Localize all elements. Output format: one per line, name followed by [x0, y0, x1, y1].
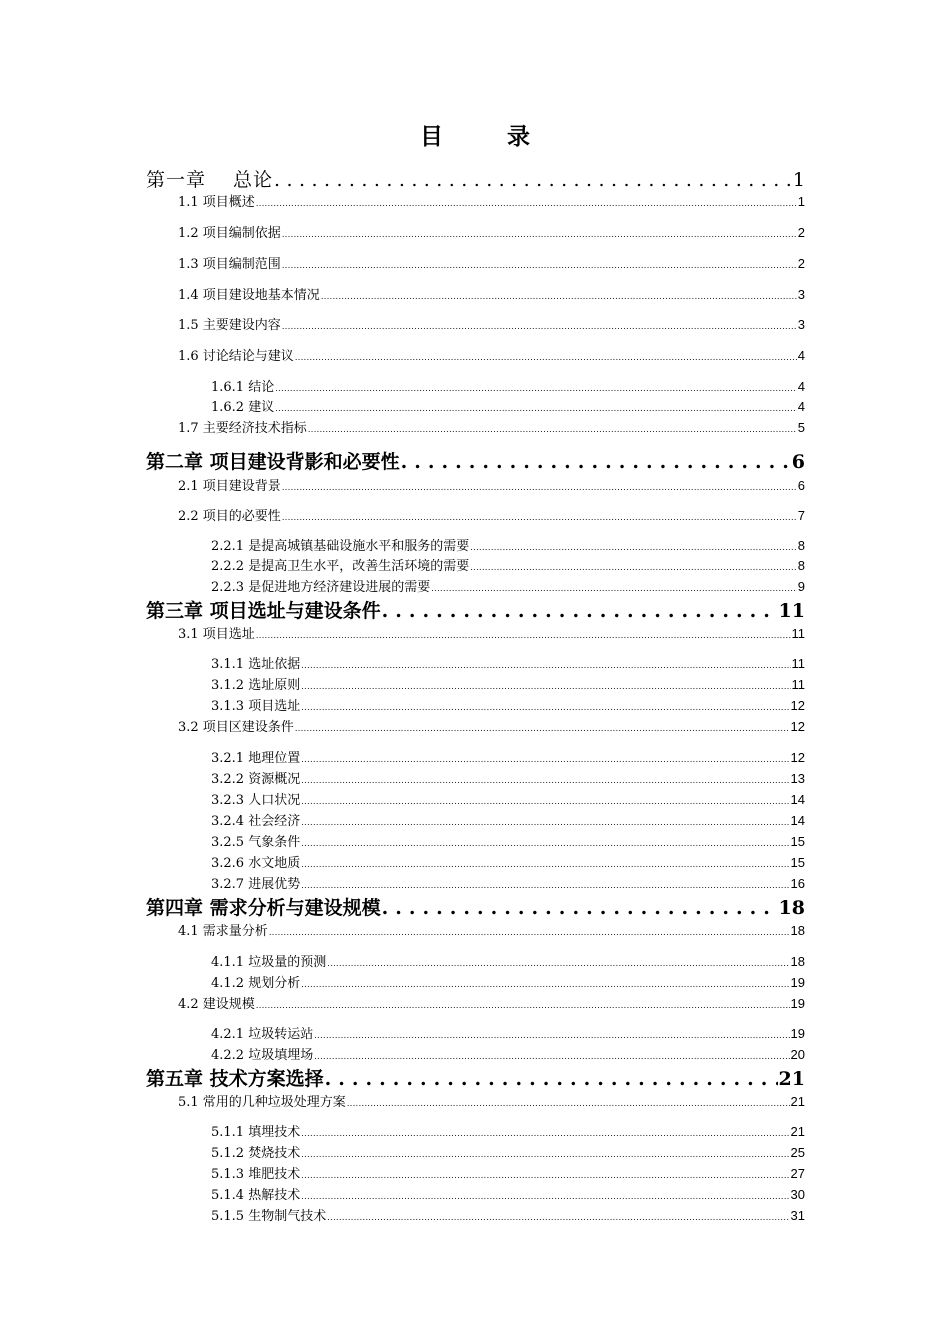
toc-section-entry[interactable] — [178, 1093, 805, 1113]
toc-entry-title: 3.2.4 社会经济 — [211, 814, 301, 829]
toc-entry-title: 3.1.3 项目选址 — [211, 699, 301, 714]
toc-page-number: 8 — [797, 558, 805, 573]
dot-leader — [301, 975, 789, 994]
dot-leader — [401, 450, 791, 474]
toc-page-number: 12 — [790, 698, 805, 713]
dot-leader — [282, 317, 797, 336]
toc-entry-title: 第一章 总论 — [146, 169, 274, 191]
toc-page-number: 9 — [797, 579, 805, 594]
toc-page-number: 3 — [797, 287, 805, 302]
dot-leader — [301, 1145, 789, 1164]
toc-page-number: 5 — [797, 420, 805, 435]
toc-section-entry[interactable] — [178, 286, 805, 306]
toc-page-number: 25 — [790, 1145, 805, 1160]
toc-page-number: 30 — [790, 1187, 805, 1202]
dot-leader — [470, 538, 797, 557]
toc-entry-title: 5.1 常用的几种垃圾处理方案 — [178, 1095, 346, 1110]
dot-leader — [301, 750, 789, 769]
toc-entry-title: 第二章 项目建设背影和必要性 — [146, 451, 400, 473]
toc-entry-title: 1.2 项目编制依据 — [178, 226, 281, 241]
toc-page-number: 18 — [778, 897, 805, 919]
dot-leader — [314, 1047, 789, 1066]
dot-leader — [295, 348, 797, 367]
toc-page-number: 12 — [790, 719, 805, 734]
dot-leader — [301, 1166, 789, 1185]
toc-section-entry[interactable] — [178, 255, 805, 275]
toc-page-number: 27 — [790, 1166, 805, 1181]
dot-leader — [295, 719, 790, 738]
toc-page-number: 11 — [791, 677, 805, 692]
toc-page-number: 4 — [797, 348, 805, 363]
toc-section-entry[interactable] — [211, 770, 805, 790]
toc-section-entry[interactable] — [211, 378, 805, 398]
toc-entry-title: 2.2.1 是提高城镇基础设施水平和服务的需要 — [211, 539, 470, 554]
dot-leader — [282, 225, 797, 244]
toc-page-number: 11 — [791, 626, 805, 641]
toc-page-number: 11 — [778, 600, 805, 622]
toc-page-number: 1 — [792, 169, 805, 191]
toc-entry-title: 2.2.2 是提高卫生水平，改善生活环境的需要 — [211, 559, 470, 574]
dot-leader — [301, 813, 789, 832]
dot-leader — [301, 855, 789, 874]
toc-page-number: 15 — [790, 834, 805, 849]
dot-leader — [382, 896, 778, 920]
dot-leader — [282, 478, 797, 497]
toc-entry-title: 3.2.6 水文地质 — [211, 856, 301, 871]
toc-page-number: 19 — [790, 975, 805, 990]
toc-page-number: 19 — [790, 996, 805, 1011]
toc-page-number: 2 — [797, 225, 805, 240]
toc-section-entry[interactable] — [178, 507, 805, 527]
toc-section-entry[interactable] — [211, 697, 805, 717]
toc-page-number: 14 — [790, 792, 805, 807]
toc-entry-title: 第四章 需求分析与建设规模 — [146, 897, 381, 919]
dot-leader — [301, 1187, 789, 1206]
toc-page-number: 15 — [790, 855, 805, 870]
toc-entry-title: 3.1 项目选址 — [178, 627, 255, 642]
toc-entry-title: 1.6.1 结论 — [211, 380, 275, 395]
toc-section-entry[interactable] — [211, 557, 805, 577]
dot-leader — [301, 698, 789, 717]
dot-leader — [301, 834, 789, 853]
toc-section-entry[interactable] — [178, 419, 805, 439]
toc-page-number: 14 — [790, 813, 805, 828]
dot-leader — [301, 677, 790, 696]
dot-leader — [282, 256, 797, 275]
toc-entry-title: 3.2.1 地理位置 — [211, 751, 301, 766]
toc-section-entry[interactable] — [178, 193, 805, 213]
toc-page-number: 1 — [797, 194, 805, 209]
dot-leader — [256, 626, 791, 645]
toc-page-number: 4 — [797, 379, 805, 394]
toc-entry-title: 1.1 项目概述 — [178, 195, 255, 210]
toc-page-number: 21 — [790, 1094, 805, 1109]
toc-section-entry[interactable] — [211, 791, 805, 811]
toc-entry-title: 1.5 主要建设内容 — [178, 318, 281, 333]
toc-section-entry[interactable] — [211, 676, 805, 696]
toc-section-entry[interactable] — [211, 854, 805, 874]
dot-leader — [431, 579, 797, 598]
toc-page-number: 2 — [797, 256, 805, 271]
toc-page-number: 13 — [790, 771, 805, 786]
toc-entry-title: 5.1.2 焚烧技术 — [211, 1146, 301, 1161]
toc-page-number: 8 — [797, 538, 805, 553]
dot-leader — [327, 1208, 789, 1227]
toc-entry-title: 1.6.2 建议 — [211, 400, 275, 415]
toc-entry-title: 3.2 项目区建设条件 — [178, 720, 294, 735]
toc-section-entry[interactable] — [211, 537, 805, 557]
toc-entry-title: 3.2.5 气象条件 — [211, 835, 301, 850]
toc-page-number: 21 — [778, 1068, 805, 1090]
toc-entry-title: 3.2.3 人口状况 — [211, 793, 301, 808]
toc-section-entry[interactable] — [178, 922, 805, 942]
dot-leader — [382, 599, 778, 623]
toc-entry-title: 2.1 项目建设背景 — [178, 479, 281, 494]
toc-entry-title: 5.1.4 热解技术 — [211, 1188, 301, 1203]
toc-page-number: 18 — [790, 923, 805, 938]
dot-leader — [321, 287, 797, 306]
toc-entry-title: 5.1.5 生物制气技术 — [211, 1209, 327, 1224]
dot-leader — [314, 1026, 789, 1045]
dot-leader — [269, 923, 790, 942]
toc-section-entry[interactable] — [211, 1144, 805, 1164]
toc-chapter-entry[interactable] — [146, 599, 805, 623]
toc-page-number: 12 — [790, 750, 805, 765]
toc-entry-title: 4.1 需求量分析 — [178, 924, 268, 939]
dot-leader — [470, 558, 797, 577]
toc-entry-title: 3.1.2 选址原则 — [211, 678, 301, 693]
toc-entry-title: 4.2.2 垃圾填埋场 — [211, 1048, 314, 1063]
toc-chapter-entry[interactable] — [146, 168, 805, 192]
toc-entry-title: 4.1.1 垃圾量的预测 — [211, 955, 327, 970]
toc-entry-title: 4.2 建设规模 — [178, 997, 255, 1012]
dot-leader — [327, 954, 789, 973]
toc-section-entry[interactable] — [178, 316, 805, 336]
toc-section-entry[interactable] — [178, 224, 805, 244]
toc-entry-title: 3.2.2 资源概况 — [211, 772, 301, 787]
toc-section-entry[interactable] — [211, 812, 805, 832]
toc-chapter-entry[interactable] — [146, 450, 805, 474]
toc-chapter-entry[interactable] — [146, 896, 805, 920]
toc-entry-title: 1.3 项目编制范围 — [178, 257, 281, 272]
toc-entry-title: 4.2.1 垃圾转运站 — [211, 1027, 314, 1042]
toc-section-entry[interactable] — [211, 398, 805, 418]
dot-leader — [275, 379, 797, 398]
toc-section-entry[interactable] — [211, 1025, 805, 1045]
toc-page-number: 7 — [797, 508, 805, 523]
toc-section-entry[interactable] — [211, 953, 805, 973]
toc-section-entry[interactable] — [211, 1186, 805, 1206]
toc-section-entry[interactable] — [178, 625, 805, 645]
dot-leader — [301, 876, 789, 895]
toc-section-entry[interactable] — [211, 1207, 805, 1227]
toc-page-number: 18 — [790, 954, 805, 969]
toc-entry-title: 第五章 技术方案选择 — [146, 1068, 324, 1090]
toc-entry-title: 2.2 项目的必要性 — [178, 509, 281, 524]
toc-page-number: 6 — [797, 478, 805, 493]
dot-leader — [275, 399, 797, 418]
toc-entry-title: 1.4 项目建设地基本情况 — [178, 288, 320, 303]
toc-page-number: 19 — [790, 1026, 805, 1041]
toc-entry-title: 1.7 主要经济技术指标 — [178, 421, 307, 436]
dot-leader — [301, 656, 790, 675]
toc-section-entry[interactable] — [211, 1046, 805, 1066]
toc-section-entry[interactable] — [211, 655, 805, 675]
toc-section-entry[interactable] — [211, 974, 805, 994]
toc-section-entry[interactable] — [211, 875, 805, 895]
dot-leader — [347, 1094, 790, 1113]
toc-page-number: 6 — [791, 451, 805, 473]
page-title: 目 录 — [419, 123, 558, 150]
toc-entry-title: 4.1.2 规划分析 — [211, 976, 301, 991]
toc-section-entry[interactable] — [178, 347, 805, 367]
dot-leader — [282, 508, 797, 527]
toc-section-entry[interactable] — [211, 1165, 805, 1185]
toc-section-entry[interactable] — [211, 1123, 805, 1143]
dot-leader — [325, 1067, 778, 1091]
toc-chapter-entry[interactable] — [146, 1067, 805, 1091]
toc-entry-title: 1.6 讨论结论与建议 — [178, 349, 294, 364]
toc-section-entry[interactable] — [178, 718, 805, 738]
toc-entry-title: 3.2.7 进展优势 — [211, 877, 301, 892]
toc-entry-title: 第三章 项目选址与建设条件 — [146, 600, 381, 622]
toc-entry-title: 5.1.1 填埋技术 — [211, 1125, 301, 1140]
toc-entry-title: 3.1.1 选址依据 — [211, 657, 301, 672]
toc-page-number: 4 — [797, 399, 805, 414]
dot-leader — [301, 771, 789, 790]
toc-page-number: 3 — [797, 317, 805, 332]
toc-page-number: 21 — [790, 1124, 805, 1139]
toc-section-entry[interactable] — [178, 995, 805, 1015]
toc-entry-title: 2.2.3 是促进地方经济建设进展的需要 — [211, 580, 431, 595]
toc-page-number: 31 — [790, 1208, 805, 1223]
dot-leader — [301, 792, 789, 811]
toc-page-number: 16 — [790, 876, 805, 891]
dot-leader — [274, 168, 792, 192]
toc-section-entry[interactable] — [211, 578, 805, 598]
toc-section-entry[interactable] — [211, 833, 805, 853]
dot-leader — [256, 996, 790, 1015]
dot-leader — [301, 1124, 789, 1143]
toc-section-entry[interactable] — [178, 477, 805, 497]
toc-page-number: 20 — [790, 1047, 805, 1062]
toc-entry-title: 5.1.3 堆肥技术 — [211, 1167, 301, 1182]
dot-leader — [256, 194, 797, 213]
toc-section-entry[interactable] — [211, 749, 805, 769]
dot-leader — [308, 420, 797, 439]
toc-page-number: 11 — [791, 656, 805, 671]
